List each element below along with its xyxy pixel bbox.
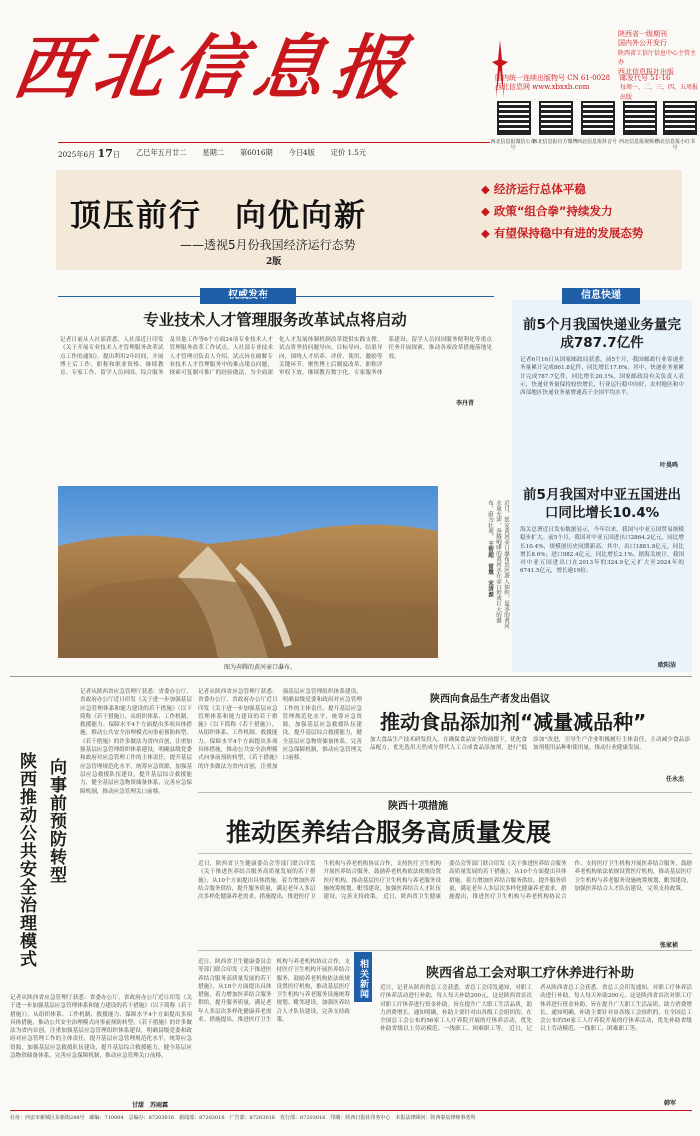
qr-code-icon[interactable] (623, 101, 657, 135)
safety-title[interactable]: 陕西推动公共安全治理模式 (16, 752, 36, 968)
footer-rule (10, 1110, 692, 1111)
date-day: 17 (97, 146, 113, 160)
lead-bullet: ◆ 经济运行总体平稳 (481, 182, 586, 196)
qr-caption: 西北信息报视频号 (618, 139, 659, 145)
lead-bullet: ◆ 政策“组合拳”持续发力 (481, 204, 613, 218)
lead-subtitle: ——透视5月份我国经济运行态势 (180, 238, 356, 252)
food-author: 任永杰 (666, 776, 685, 783)
medical-author: 张家祯 (660, 942, 679, 949)
medical-title[interactable]: 陕西十项措施 (388, 801, 448, 812)
cn-number: 国内统一连续出版物号 CN 61-0028 (495, 74, 611, 82)
award-line: 西北信息报社出版 (618, 67, 674, 76)
food-title[interactable]: 陕西向食品生产者发出倡议 (430, 694, 550, 705)
header-post (620, 74, 700, 102)
qr-caption: 西北信息报抖音号 (576, 139, 617, 145)
award-line: 陕西省一级期刊 (618, 30, 667, 38)
award-line: 陕西省工信厅信息中心主管主办 (618, 49, 697, 67)
union-body-left: 近日，陕西省卫生健康委员会等部门联合印发《关于推进医养结合服务高质量发展的若干措施》，从10个方面提出具体措施，着力增加医养结合服务供给，提升服务质量，满足老年人多层次多样化健康养老需求。措施提出，推进医疗卫生机构与养老机构协议合作，支持医疗卫生机构开展医养结合服务，鼓励养老机构依法依规设置医疗机构，推动基层医疗卫生机构与养老服务设施统筹规划、毗邻建设，加强医养结合人才队伍建设，完善支持政策。 (198, 959, 350, 1024)
post-code: 邮发代号 51-16 (620, 74, 671, 82)
union-tag: 相关新闻 (354, 952, 372, 1002)
auth-title[interactable]: 专业技术人才管理服务改革试点将启动 (143, 311, 407, 329)
safety-subtitle[interactable]: 向事前预防转型 (46, 758, 66, 884)
lead-bullet: ◆ 有望保持稳中有进的发展态势 (481, 226, 644, 240)
news-body-2: 海关总署近日发布数据显示，今年以来，我国与中亚五国贸易规模稳步扩大。前5个月，我国对中亚五国进出口2864.2亿元，同比增长10.4%，规模创历史同期新高。其中，出口1881.8亿元，同比增长8.6%；进口982.4亿元，同比增长2.1%。据海关统计，我国对中亚五国进出口在2013年的324.9亿元扩大至2024年的6741.5亿元，增长逾19倍。 (520, 527, 684, 575)
auth-rule (58, 296, 494, 297)
award-line: 国内外公开发行 (618, 39, 667, 48)
union-author: 韩军 (664, 1100, 677, 1107)
safety-body: 记者从陕西省应急管理厅获悉：省委办公厅、省政府办公厅近日印发《关于进一步加强基层应急管理体系和能力建设的若干措施》（以下简称《若干措施》），从组织体系、工作机制、救援能力、保障水平4个方面提出多项具体措施，推动公共安全治理模式向事前预防转型。《若干措施》的许多做法为省内首创，注重加强基层应急管理组织体系建设，明确县级党委和政府对应急管理工作的主体责任，提升基层应急管理规范化水平，统筹应急资源，加强基层应急救援队伍建设，提升基层综合救援能力，健全基层应急物资储备体系，完善应急保障机制，推动应急管理关口前移。 (80, 689, 192, 795)
masthead (8, 20, 434, 116)
medical-subtitle[interactable]: 推动医养结合服务高质量发展 (226, 818, 552, 847)
news-tag: 信息快递 (562, 288, 640, 304)
header-cn (495, 74, 615, 93)
issue-number: 第6016期 (239, 148, 273, 157)
qr-code-icon[interactable] (581, 101, 615, 135)
weekday: 星期二 (202, 148, 224, 157)
news-author-1: 叶昊鸣 (660, 462, 679, 469)
lead-page-ref[interactable]: 2版 (266, 257, 282, 267)
food-subtitle[interactable]: 推动食品添加剂“减量减品种” (380, 710, 647, 734)
qr-caption: 西北信息报微信公众号 (490, 139, 536, 151)
union-body: 近日，记者从陕西省总工会获悉，省总工会印发通知，对职工疗休养活动进行补助，每人每天补助200元，这是陕西省首次对职工疗休养进行资金补助。旨在提升广大职工生活品质，助力消费增长。通知明确，补助主要针对由各级工会组织的、在全国总工会公布的56家工人疗养院开展的疗休养活动，优先补助省级以上劳动模范、一线职工、困难职工等。 近日，记者从陕西省总工会获悉，省总工会印发通知，对职工疗休养活动进行补助，每人每天补助200元，这是陕西省首次对职工疗休养进行资金补助。旨在提升广大职工生活品质，助力消费增长。通知明确，补助主要针对由各级工会组织的、在全国总工会公布的56家工人疗养院开展的疗休养活动，优先补助省级以上劳动模范、一线职工、困难职工等。 (380, 985, 692, 1033)
medical-body: 近日，陕西省卫生健康委员会等部门联合印发《关于推进医养结合服务高质量发展的若干措施》，从10个方面提出具体措施，着力增加医养结合服务供给，提升服务质量，满足老年人多层次多样化健康养老需求。措施提出，推进医疗卫生机构与养老机构协议合作，支持医疗卫生机构开展医养结合服务，鼓励养老机构依法依规设置医疗机构，推动基层医疗卫生机构与养老服务设施统筹规划、毗邻建设，加强医养结合人才队伍建设，完善支持政策。 近日，陕西省卫生健康委员会等部门联合印发《关于推进医养结合服务高质量发展的若干措施》，从10个方面提出具体措施，着力增加医养结合服务供给，提升服务质量，满足老年人多层次多样化健康养老需求。措施提出，推进医疗卫生机构与养老机构协议合作，支持医疗卫生机构开展医养结合服务，鼓励养老机构依法依规设置医疗机构，推动基层医疗卫生机构与养老服务设施统筹规划、毗邻建设，加强医养结合人才队伍建设，完善支持政策。 (198, 861, 692, 901)
qr-caption: 西北信息报小红书号 (654, 139, 695, 151)
section-rule (10, 676, 692, 677)
auth-author: 李丹青 (456, 400, 475, 407)
lunar-date: 乙巳年五月廿二 (136, 148, 187, 157)
price: 定价 1.5元 (330, 148, 367, 157)
news-body-1: 记者6月16日从国家邮政局获悉，前5个月，我国邮政行业寄递业务量累计完成861.8亿件，同比增长17.6%。其中，快递业务量累计完成787.7亿件，同比增长20.1%。国家邮政局有关负责人表示，快递业务量保持较快增长，行业运行稳中向好，农村地区和中西部地区快递业务量增速高于全国平均水平。 (520, 357, 684, 397)
page-count: 今日4版 (288, 148, 315, 157)
food-article[interactable] (370, 688, 692, 784)
photo-subcaption: 图为奔腾的黄河壶口瀑布。 (224, 664, 297, 671)
news-author-2: 欧阳洁 (658, 662, 677, 669)
header-awards (618, 30, 698, 77)
dateline (58, 146, 498, 160)
qr-code-icon[interactable] (539, 101, 573, 135)
auth-body: 记者日前从人社部获悉，人社部近日印发《关于开展专业技术人才管理服务改革试点工作的通知》，提出利用2年时间，开展博士后工作、职称和职业资格、继续教育、专家工作、留学人员回国、综合服务及其他工作等6个方面24项专业技术人才管理服务改革工作试点。人社部专业技术人才管理司负责人介绍，试点旨在破解专业技术人才管理服务中的难点堵点问题，探索可复制可推广的经验做法，为全面深化人才发展体制机制改革提供实践支撑。试点将坚持问题导向、目标导向、结果导向，围绕人才培养、评价、使用、激励等关键环节，聚焦博士后制度改革、职称评审权下放、继续教育数字化、专家服务体系建设、留学人员回国服务便利化等重点任务开展探索，推动各项改革措施落地见效。 (60, 337, 492, 377)
photo-credit: 王智超 雷震 宋清源 (487, 540, 493, 597)
medical-header[interactable] (198, 792, 692, 854)
qr-caption: 西北信息报官方微博 (532, 139, 578, 145)
lead-bullets (481, 178, 681, 244)
qr-codes (490, 101, 697, 151)
footer-text: 社址：西安市新城区东新街248号 邮编：710004 总编办：87203016 新闻部：87203016 广告部：87203016 发行部：87203016 印刷：陕西日报社印务中心 本报法律顾问：陕西秦辰律师事务所 (10, 1115, 476, 1121)
lead-title[interactable]: 顶压前行 向优向新 (70, 198, 367, 234)
qr-code-icon[interactable] (497, 101, 531, 135)
safety-body-cont: 记者从陕西省应急管理厅获悉：省委办公厅、省政府办公厅近日印发《关于进一步加强基层应急管理体系和能力建设的若干措施》（以下简称《若干措施》），从组织体系、工作机制、救援能力、保障水平4个方面提出多项具体措施，推动公共安全治理模式向事前预防转型。《若干措施》的许多做法为省内首创，注重加强基层应急管理组织体系建设，明确县级党委和政府对应急管理工作的主体责任，提升基层应急管理规范化水平，统筹应急资源，加强基层应急救援队伍建设，提升基层综合救援能力，健全基层应急物资储备体系，完善应急保障机制，推动应急管理关口前移。 (10, 995, 192, 1060)
food-body: 加大食品生产技术研发投入，在确保食品安全的前提下，优化食品配方，优先选用天然成分替代人工合成食品添加剂，进行“低添加”改进，引导生产企业积极履行主体责任，主动减少食品添加剂使用品种和使用量，推动行业健康发展。 (370, 737, 690, 752)
union-title[interactable]: 陕西省总工会对职工疗休养进行补助 (425, 966, 634, 981)
lead-banner[interactable] (56, 170, 682, 270)
news-title-2[interactable]: 前5月我国对中亚五国进出口同比增长10.4% (523, 487, 681, 521)
photo-caption: 近日，延安黄河壶口瀑布景区游人如织。夏季的黄河水量充沛，奔腾咆哮的黄河水在壶口形成巨大的瀑布，蔚为壮观。 王智超 雷震 宋清源 (487, 500, 509, 629)
qr-code-icon[interactable] (663, 101, 697, 135)
safety-author: 甘甜 苏雨霖 (132, 1102, 169, 1109)
date-suffix: 日 (112, 149, 121, 159)
waterfall-photo[interactable] (58, 486, 438, 658)
food-body-left: 记者从陕西省应急管理厅获悉：省委办公厅、省政府办公厅近日印发《关于进一步加强基层应急管理体系和能力建设的若干措施》（以下简称《若干措施》），从组织体系、工作机制、救援能力、保障水平4个方面提出多项具体措施，推动公共安全治理模式向事前预防转型。《若干措施》的许多做法为省内首创，注重加强基层应急管理组织体系建设，明确县级党委和政府对应急管理工作的主体责任，提升基层应急管理规范化水平，统筹应急资源，加强基层应急救援队伍建设，提升基层综合救援能力，健全基层应急物资储备体系，完善应急保障机制，推动应急管理关口前移。 (198, 689, 362, 770)
publish-days: 每周一、二、三、四、五周报出版 (620, 84, 699, 101)
dateline-rule (58, 142, 490, 143)
news-title-1[interactable]: 前5个月我国快递业务量完成787.7亿件 (523, 317, 681, 351)
date-month: 2025年6月 17日 (58, 146, 121, 160)
newspaper-logo: 西北信息报 (8, 26, 420, 109)
website[interactable]: 西北信息网 www.xbxxb.com (495, 83, 590, 92)
